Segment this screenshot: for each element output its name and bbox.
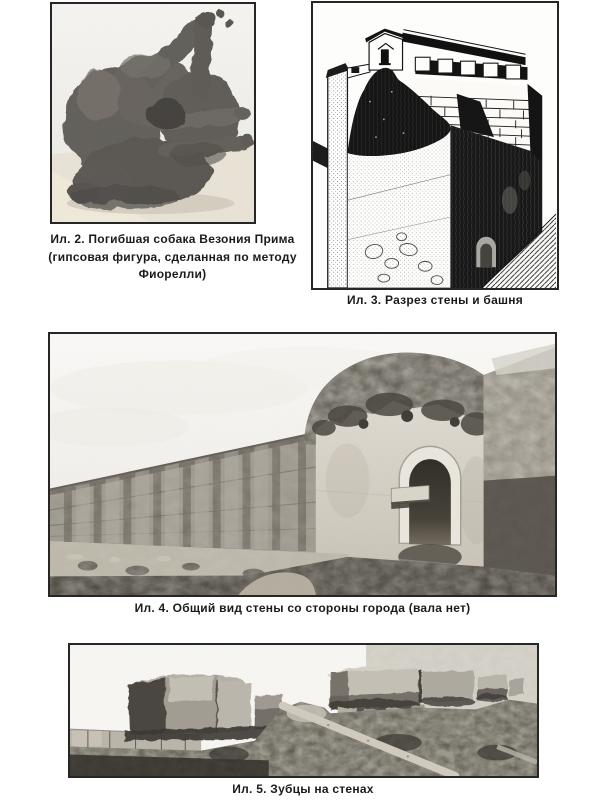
caption-line: Ил. 4. Общий вид стены со стороны города (вала нет)	[134, 601, 471, 615]
figure-il4-frame	[48, 332, 557, 597]
figure-il5-image-merlons-photo	[70, 645, 537, 776]
figure-il4-image-wall-photo	[50, 334, 555, 595]
caption-line: Ил. 2. Погибшая собака Везония Прима	[50, 232, 295, 246]
figure-il5-caption	[68, 783, 538, 796]
figure-il4-caption	[48, 602, 557, 615]
caption-line: Ил. 3. Разрез стены и башня	[346, 293, 524, 307]
caption-line: (гипсовая фигура, сделанная по методу	[48, 249, 297, 264]
figure-il2-image-dog-cast	[52, 4, 254, 222]
figure-il3-caption	[311, 294, 559, 307]
caption-line: Ил. 5. Зубцы на стенах	[232, 782, 374, 796]
figure-il2-frame	[50, 2, 256, 224]
figure-il2-caption	[25, 231, 320, 284]
figure-il3-image-wall-section-engraving	[313, 3, 557, 288]
figure-il5-frame	[68, 643, 539, 778]
caption-line: Фиорелли)	[138, 267, 207, 281]
figure-il3-frame	[311, 1, 559, 290]
